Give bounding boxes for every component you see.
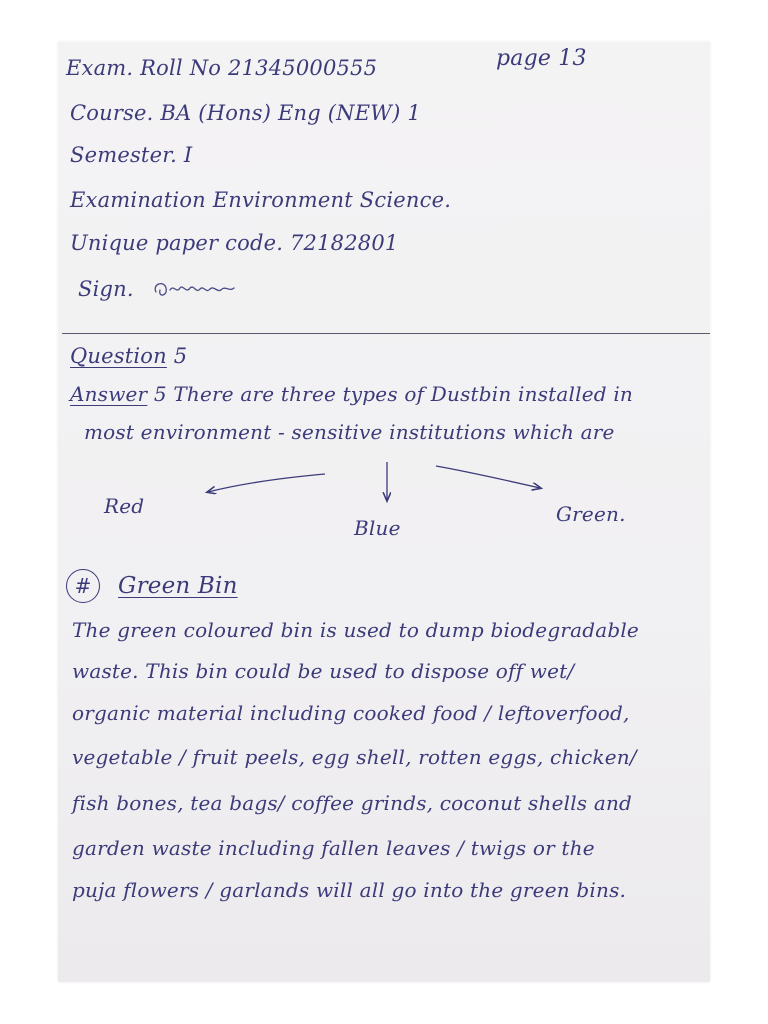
green-bin-line-6: garden waste including fallen leaves / twigs or the <box>72 836 595 860</box>
page-number: page 13 <box>496 46 587 71</box>
green-bin-line-4: vegetable / fruit peels, egg shell, rotten eggs, chicken/ <box>72 745 637 769</box>
semester-line: Semester. I <box>70 143 193 167</box>
exam-roll-number: Exam. Roll No 21345000555 <box>66 56 378 80</box>
hash-marker: # <box>66 569 100 603</box>
green-bin-line-3: organic material including cooked food / leftoverfood, <box>72 701 630 725</box>
examination-line: Examination Environment Science. <box>70 188 452 212</box>
answer-label: Answer <box>70 382 148 406</box>
bin-red-label: Red <box>104 494 145 518</box>
arrow-to-green <box>436 466 540 488</box>
green-bin-line-5: fish bones, tea bags/ coffee grinds, coconut shells and <box>72 791 633 815</box>
green-bin-line-1: The green coloured bin is used to dump biodegradable <box>72 618 639 642</box>
green-bin-title: Green Bin <box>118 573 238 599</box>
paper-code-line: Unique paper code. 72182801 <box>70 231 399 255</box>
sign-label: Sign. <box>78 277 134 301</box>
answer-intro-2: most environment - sensitive institutions which are <box>84 420 615 444</box>
bin-green-label: Green. <box>556 502 626 526</box>
arrow-to-red <box>208 474 325 492</box>
answer-number: 5 <box>153 382 167 406</box>
question-number: 5 <box>173 344 188 368</box>
course-line: Course. BA (Hons) Eng (NEW) 1 <box>70 101 421 125</box>
green-bin-line-7: puja flowers / garlands will all go into the green bins. <box>72 878 627 902</box>
question-label: Question <box>70 344 167 368</box>
green-bin-heading <box>118 573 238 599</box>
answer-intro-1: There are three types of Dustbin installed in <box>173 382 633 406</box>
green-bin-line-2: waste. This bin could be used to dispose off wet/ <box>72 659 575 683</box>
bin-blue-label: Blue <box>354 516 401 540</box>
